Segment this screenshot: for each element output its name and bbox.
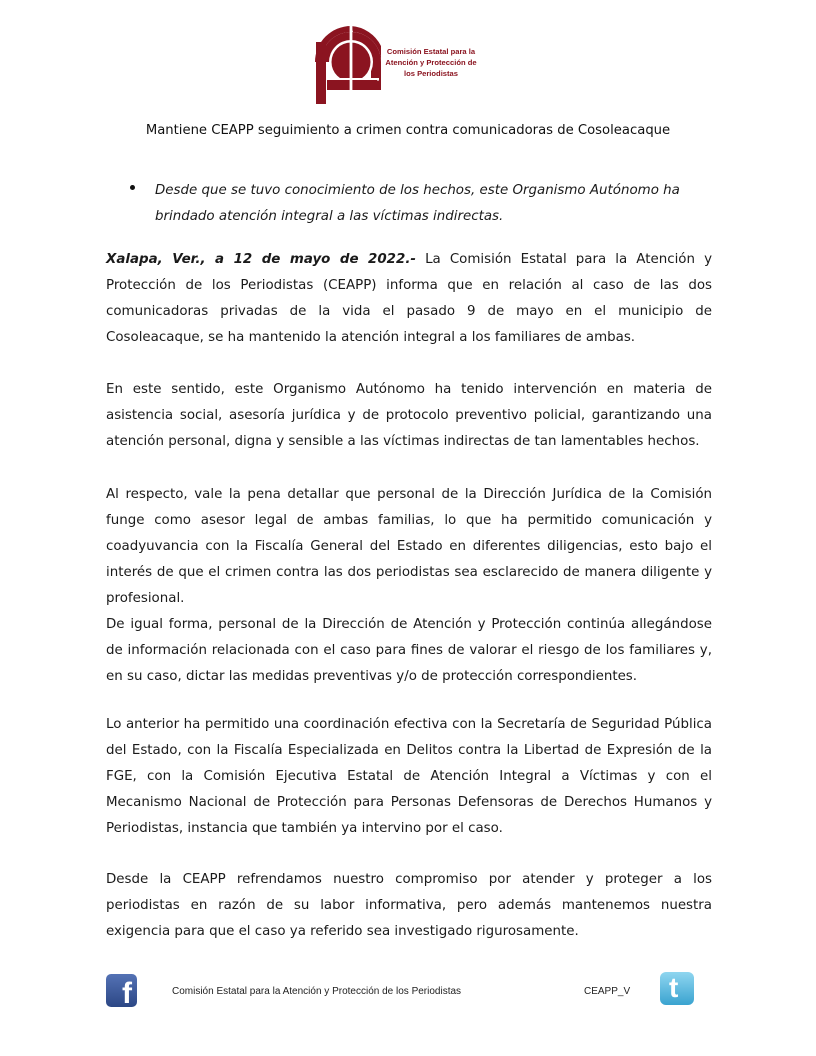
logo-line-2: Atención y Protección de [385, 58, 477, 67]
twitter-icon[interactable] [660, 972, 694, 1005]
logo-line-1: Comisión Estatal para la [386, 47, 476, 56]
paragraph-2: En este sentido, este Organismo Autónomo ha tenido intervención en materia de asistencia social, asesoría jurídica y de protocolo preventivo policial, garantizando una atención personal, digna y sensible a las víctimas indirectas de tan lamentables hechos. [106, 382, 712, 449]
ceapp-logo [313, 22, 483, 106]
facebook-glyph: f [122, 977, 132, 1010]
facebook-icon[interactable] [106, 974, 137, 1010]
bullet-dot-icon [130, 185, 135, 190]
paragraph-3: Al respecto, vale la pena detallar que personal de la Dirección Jurídica de la Comisión funge como asesor legal de ambas familias, lo que ha permitido comunicación y coadyuvancia con la Fiscalía General del Estado en diferentes diligencias, esto bajo el interés de que el crimen contra las dos periodistas sea esclarecido de manera diligente y profesional. [106, 487, 712, 606]
dateline: Xalapa, Ver., a 12 de mayo de 2022.- [106, 252, 416, 267]
ceapp-logo-mark-icon [313, 22, 383, 106]
paragraph-4: De igual forma, personal de la Dirección de Atención y Protección continúa allegándose de información relacionada con el caso para fines de valorar el riesgo de los familiares y, en su caso, dictar las medidas preventivas y/o de protección correspondientes. [106, 617, 712, 684]
footer-org-name: Comisión Estatal para la Atención y Protección de los Periodistas [172, 986, 462, 997]
twitter-glyph: t [669, 972, 679, 1003]
twitter-handle[interactable]: CEAPP_V [584, 986, 631, 997]
paragraph-1-body: La Comisión Estatal para la Atención y Protección de los Periodistas (CEAPP) informa que en relación al caso de las dos comunicadoras privadas de la vida el pasado 9 de mayo en el municipio de Cosoleacaque, se ha mantenido la atención integral a los familiares de ambas. [106, 252, 712, 345]
logo-line-3: los Periodistas [403, 69, 459, 78]
paragraph-1 [106, 247, 712, 351]
summary-bullet-text: Desde que se tuvo conocimiento de los hechos, este Organismo Autónomo ha brindado atención integral a las víctimas indirectas. [155, 183, 680, 224]
paragraph-6: Desde la CEAPP refrendamos nuestro compromiso por atender y proteger a los periodistas en razón de su labor informativa, pero además mantenemos nuestra exigencia para que el caso ya referido sea investigado rigurosamente. [106, 872, 712, 939]
logo-org-name [383, 46, 479, 79]
paragraph-5: Lo anterior ha permitido una coordinación efectiva con la Secretaría de Seguridad Pública del Estado, con la Fiscalía Especializada en Delitos contra la Libertad de Expresión de la FGE, con la Comisión Ejecutiva Estatal de Atención Integral a Víctimas y con el Mecanismo Nacional de Protección para Personas Defensoras de Derechos Humanos y Periodistas, instancia que también ya intervino por el caso. [106, 717, 712, 836]
document-title: Mantiene CEAPP seguimiento a crimen contra comunicadoras de Cosoleacaque [145, 123, 671, 138]
footer [0, 970, 816, 1014]
